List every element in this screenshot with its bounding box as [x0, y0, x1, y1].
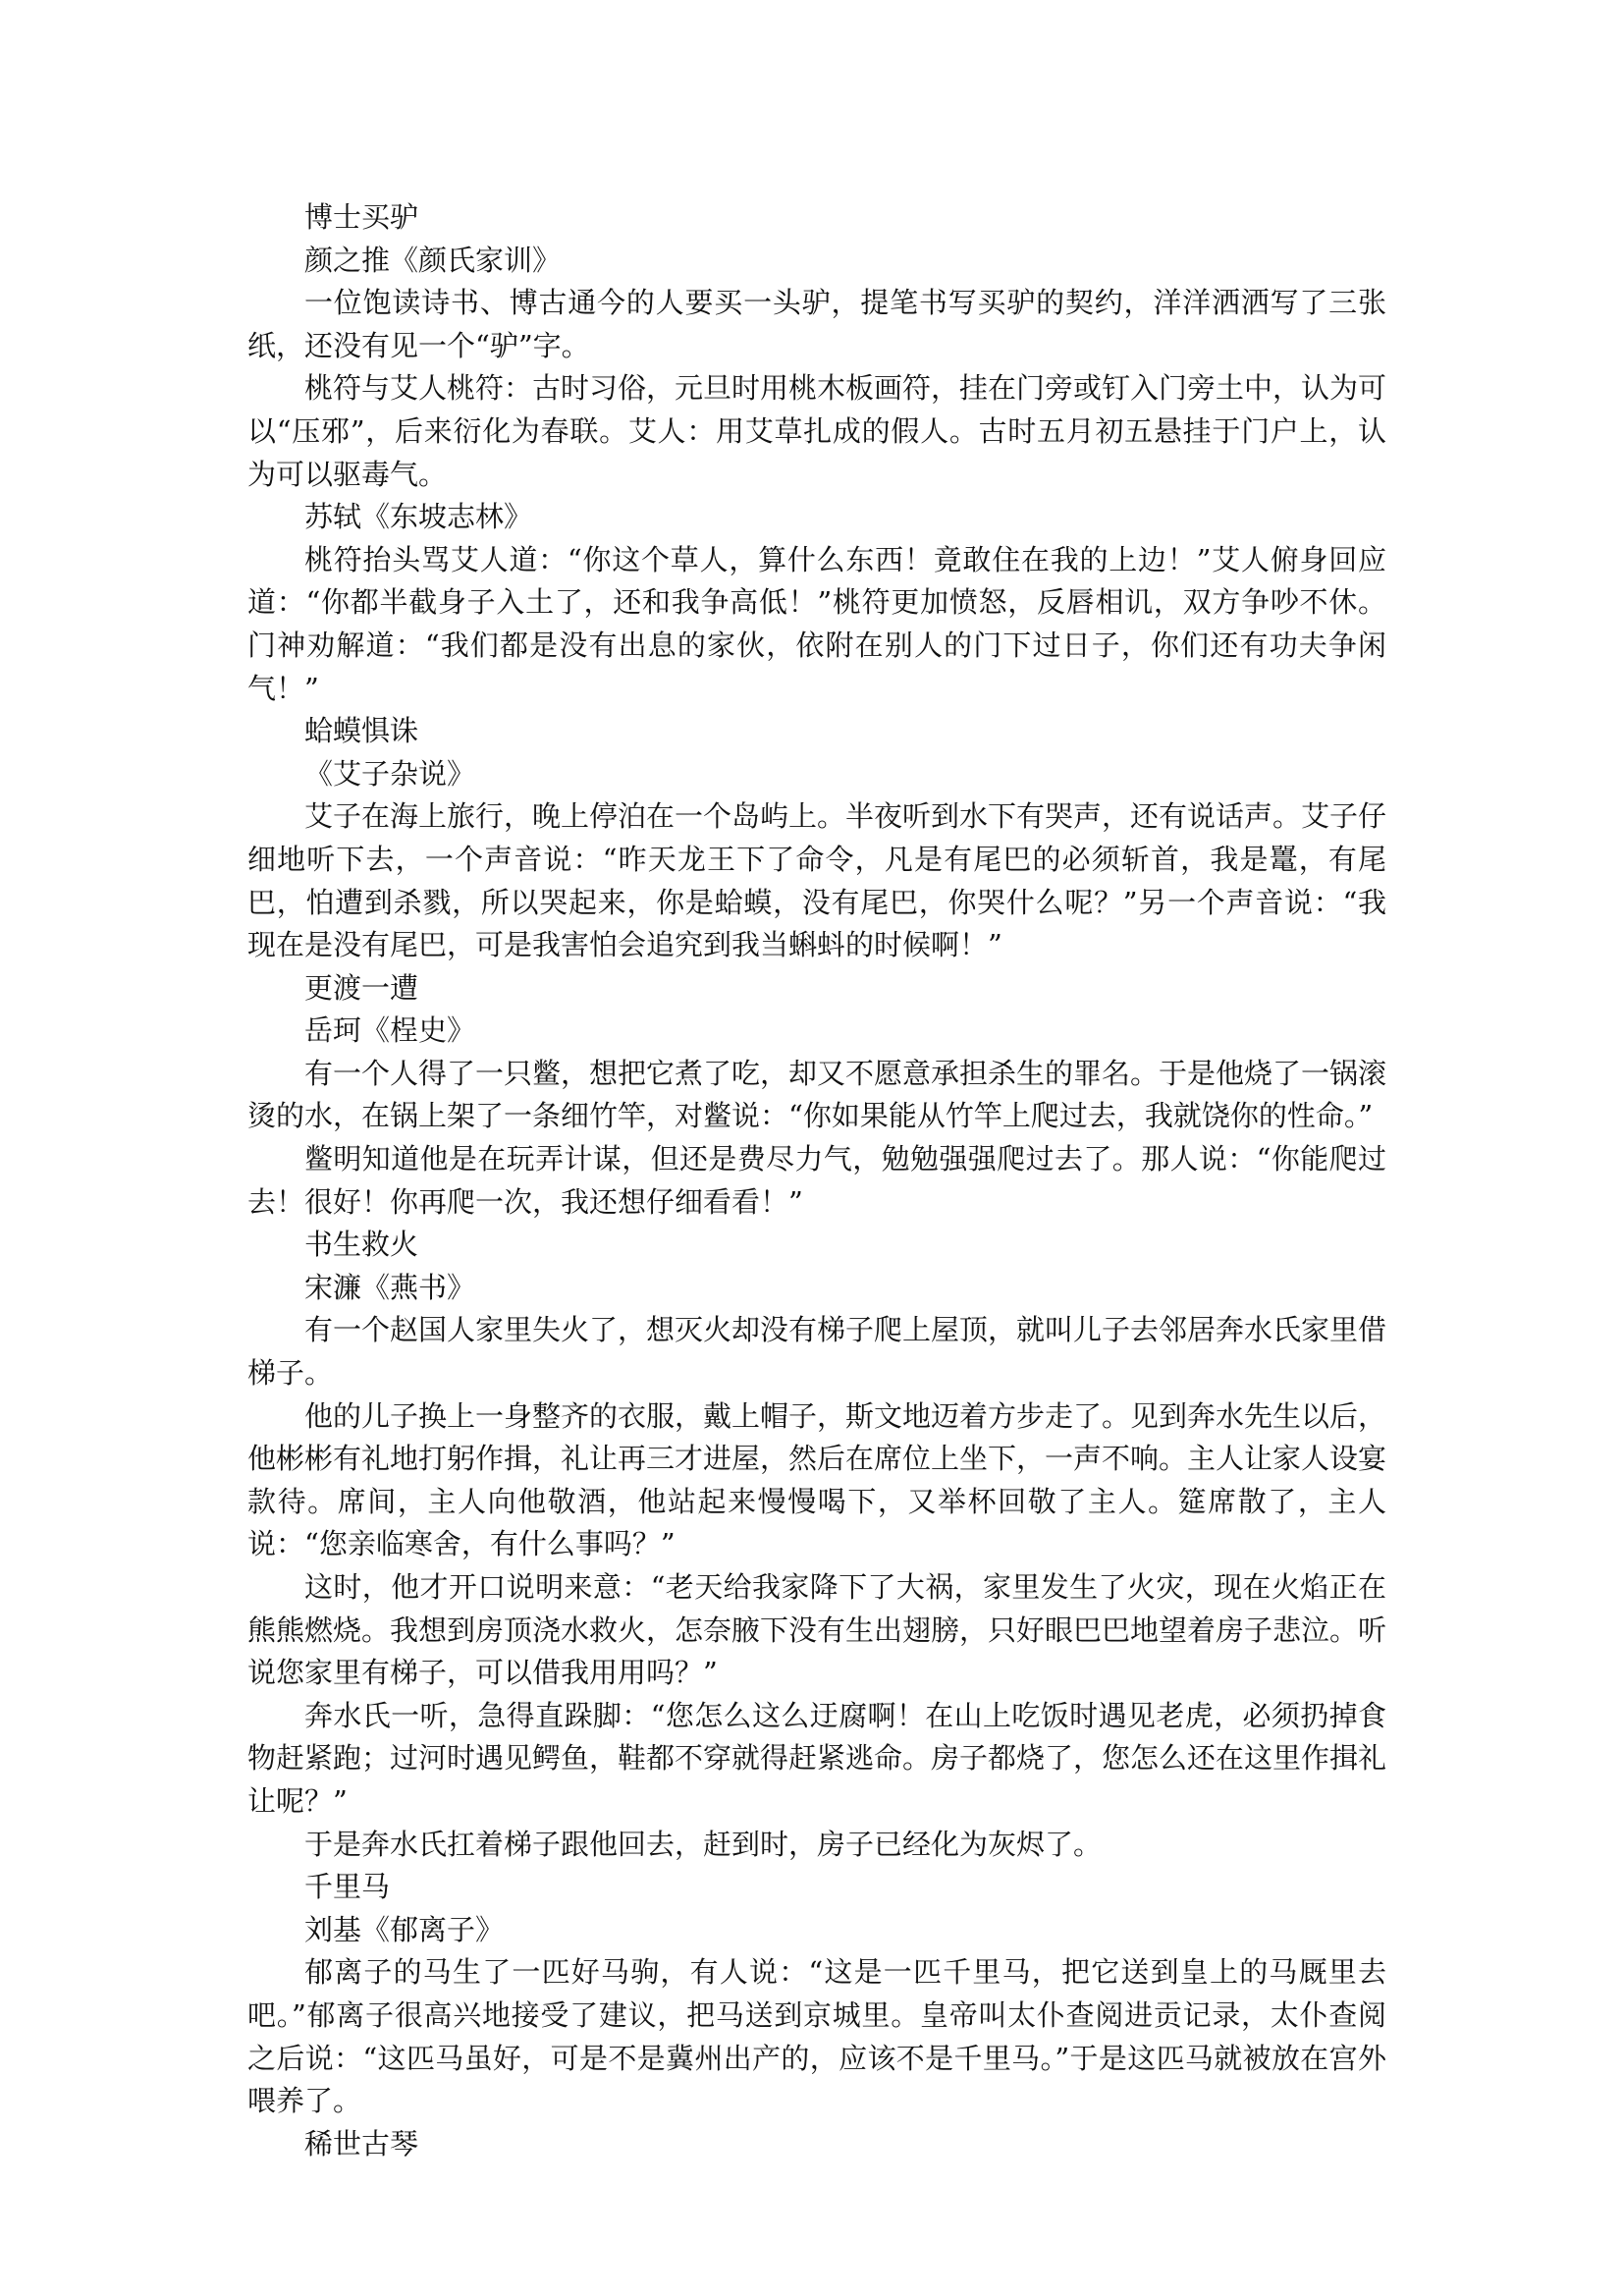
paragraph: 一位饱读诗书、博古通今的人要买一头驴，提笔书写买驴的契约，洋洋洒洒写了三张纸，还没有见一个“驴”字。: [247, 286, 1386, 362]
story-source: 岳珂《桯史》: [304, 1013, 476, 1048]
story-title: 书生救火: [304, 1228, 419, 1262]
paragraph: 他的儿子换上一身整齐的衣服，戴上帽子，斯文地迈着方步走了。见到奔水先生以后，他彬彬有礼地打躬作揖，礼让再三才进屋，然后在席位上坐下，一声不响。主人让家人设宴款待。席间，主人向他敬酒，他站起来慢慢喝下，又举杯回敬了主人。筵席散了，主人说：“您亲临寒舍，有什么事吗？”: [247, 1398, 1387, 1561]
paragraph: 于是奔水氏扛着梯子跟他回去，赶到时，房子已经化为灰烬了。: [304, 1827, 1103, 1861]
paragraph: 艾子在海上旅行，晚上停泊在一个岛屿上。半夜听到水下有哭声，还有说话声。艾子仔细地听下去，一个声音说：“昨天龙王下了命令，凡是有尾巴的必须斩首，我是鼍，有尾巴，怕遭到杀戮，所以哭起来，你是蛤蟆，没有尾巴，你哭什么呢？”另一个声音说：“我现在是没有尾巴，可是我害怕会追究到我当蝌蚪的时候啊！”: [247, 799, 1387, 962]
story-title: 稀世古琴: [304, 2126, 419, 2160]
story-source: 《艾子杂说》: [304, 756, 476, 791]
story-title: 博士买驴: [304, 200, 419, 234]
paragraph: 郁离子的马生了一匹好马驹，有人说：“这是一匹千里马，把它送到皇上的马厩里去吧。”郁离子很高兴地接受了建议，把马送到京城里。皇帝叫太仆查阅进贡记录，太仆查阅之后说：“这匹马虽好，可是不是冀州出产的，应该不是千里马。”于是这匹马就被放在宫外喂养了。: [247, 1955, 1386, 2118]
paragraph: 桃符抬头骂艾人道：“你这个草人，算什么东西！竟敢住在我的上边！”艾人俯身回应道：“你都半截身子入土了，还和我争高低！”桃符更加愤怒，反唇相讥，双方争吵不休。门神劝解道：“我们都是没有出息的家伙，依附在别人的门下过日子，你们还有功夫争闲气！”: [247, 542, 1386, 705]
story-source: 苏轼《东坡志林》: [304, 500, 533, 534]
paragraph: 有一个人得了一只鳖，想把它煮了吃，却又不愿意承担杀生的罪名。于是他烧了一锅滚烫的水，在锅上架了一条细竹竿，对鳖说：“你如果能从竹竿上爬过去，我就饶你的性命。”: [247, 1056, 1387, 1133]
story-source: 刘基《郁离子》: [304, 1912, 505, 1946]
paragraph: 奔水氏一听，急得直跺脚：“您怎么这么迂腐啊！在山上吃饭时遇见老虎，必须扔掉食物赶紧跑；过河时遇见鳄鱼，鞋都不穿就得赶紧逃命。房子都烧了，您怎么还在这里作揖礼让呢？”: [247, 1698, 1387, 1818]
paragraph: 鳖明知道他是在玩弄计谋，但还是费尽力气，勉勉强强爬过去了。那人说：“你能爬过去！很好！你再爬一次，我还想仔细看看！”: [247, 1142, 1386, 1219]
story-source: 宋濂《燕书》: [304, 1270, 476, 1304]
story-source: 颜之推《颜氏家训》: [304, 243, 562, 277]
paragraph: 这时，他才开口说明来意：“老天给我家降下了大祸，家里发生了火灾，现在火焰正在熊熊燃烧。我想到房顶浇水救火，怎奈腋下没有生出翅膀，只好眼巴巴地望着房子悲泣。听说您家里有梯子，可以借我用用吗？”: [247, 1570, 1387, 1690]
story-title: 蛤蟆惧诛: [304, 714, 419, 748]
paragraph: 有一个赵国人家里失火了，想灭火却没有梯子爬上屋顶，就叫儿子去邻居奔水氏家里借梯子。: [247, 1313, 1387, 1391]
story-title: 千里马: [304, 1870, 391, 1904]
story-title: 更渡一遭: [304, 970, 419, 1005]
document-body: [247, 196, 1386, 2165]
paragraph: 桃符与艾人桃符：古时习俗，元旦时用桃木板画符，挂在门旁或钉入门旁土中，认为可以“压邪”，后来衍化为春联。艾人：用艾草扎成的假人。古时五月初五悬挂于门户上，认为可以驱毒气。: [247, 371, 1387, 491]
